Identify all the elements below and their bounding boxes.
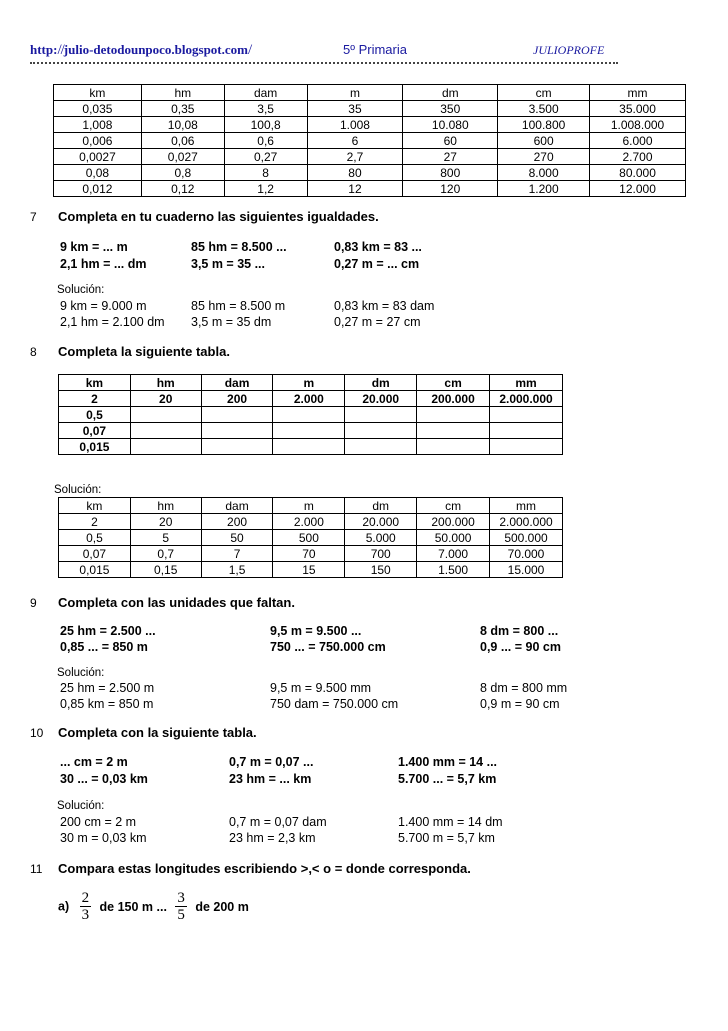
- q7-solution: 0,83 km = 83 dam: [334, 299, 435, 313]
- q10-solution: 30 m = 0,03 km: [60, 831, 147, 845]
- grade-label: 5º Primaria: [343, 42, 407, 57]
- fraction: [80, 890, 92, 923]
- question-title-7: Completa en tu cuaderno las siguientes igualdades.: [58, 209, 379, 224]
- fraction-denominator: 3: [81, 907, 90, 923]
- table-cell: 2,7: [307, 149, 403, 165]
- table-row: [54, 181, 686, 197]
- table-cell: 50.000: [417, 530, 490, 546]
- empty-cell: [345, 439, 417, 455]
- header-cell: hm: [141, 85, 224, 101]
- q10-item: 30 ... = 0,03 km: [60, 772, 148, 786]
- question-number-9: 9: [30, 596, 37, 610]
- table-cell: 7.000: [417, 546, 490, 562]
- table-cell: 20.000: [345, 514, 417, 530]
- table-cell: 10,08: [141, 117, 224, 133]
- question-number-10: 10: [30, 726, 44, 740]
- table-cell: 12.000: [590, 181, 686, 197]
- table-cell: 270: [498, 149, 590, 165]
- url-prefix: http:: [30, 42, 58, 57]
- header-cell: km: [54, 85, 142, 101]
- table-cell: 12: [307, 181, 403, 197]
- q10-item: 0,7 m = 0,07 ...: [229, 755, 314, 769]
- table-cell: 5.000: [345, 530, 417, 546]
- table-row: [59, 514, 563, 530]
- q9-solution: 0,85 km = 850 m: [60, 697, 154, 711]
- solution-label: Solución:: [57, 284, 105, 296]
- empty-cell: [417, 407, 490, 423]
- table-cell: 700: [345, 546, 417, 562]
- header-cell: m: [307, 85, 403, 101]
- table-row: [59, 423, 563, 439]
- table-row: [54, 117, 686, 133]
- q9-solution: 25 hm = 2.500 m: [60, 681, 155, 695]
- table-header-row: [59, 375, 563, 391]
- fraction-denominator: 5: [177, 907, 185, 923]
- q7-solution: 9 km = 9.000 m: [60, 299, 147, 313]
- table-cell: 0,27: [224, 149, 307, 165]
- table-cell: 1.008: [307, 117, 403, 133]
- empty-cell: [201, 423, 273, 439]
- header-cell: mm: [490, 375, 563, 391]
- table-cell: 70.000: [490, 546, 563, 562]
- q10-solution: 1.400 mm = 14 dm: [398, 815, 503, 829]
- url-suffix: /: [248, 42, 252, 58]
- header-cell: km: [59, 375, 131, 391]
- table-cell: 6.000: [590, 133, 686, 149]
- q7-item: 0,27 m = ... cm: [334, 257, 420, 271]
- table-header-row: [59, 498, 563, 514]
- table-cell: 0,012: [54, 181, 142, 197]
- q10-item: 23 hm = ... km: [229, 772, 312, 786]
- table-cell: 0,6: [224, 133, 307, 149]
- table-row: [59, 439, 563, 455]
- header-cell: hm: [130, 375, 201, 391]
- empty-cell: [417, 423, 490, 439]
- table-cell: 27: [403, 149, 498, 165]
- header-cell: dam: [224, 85, 307, 101]
- question-number-7: 7: [30, 210, 37, 224]
- header-cell: cm: [417, 375, 490, 391]
- q10-item: 1.400 mm = 14 ...: [398, 755, 498, 769]
- table-row: [59, 391, 563, 407]
- table-cell: 0,8: [141, 165, 224, 181]
- fraction: [175, 890, 187, 923]
- header-cell: mm: [490, 498, 563, 514]
- table-cell: 600: [498, 133, 590, 149]
- header-cell: dm: [345, 375, 417, 391]
- author-label: JULIOPROFE: [533, 43, 605, 57]
- top-conversion-table: [53, 84, 686, 197]
- empty-cell: [130, 439, 201, 455]
- q11-item-a: [58, 890, 249, 923]
- q9-solution: 750 dam = 750.000 cm: [270, 697, 399, 711]
- q10-item: ... cm = 2 m: [60, 755, 128, 769]
- table-cell: 1,2: [224, 181, 307, 197]
- table-cell: 200: [201, 514, 273, 530]
- table-cell: 150: [345, 562, 417, 578]
- q9-item: 8 dm = 800 ...: [480, 624, 559, 638]
- table-cell: 2: [59, 514, 131, 530]
- table-cell: 350: [403, 101, 498, 117]
- q9-item: 9,5 m = 9.500 ...: [270, 624, 362, 638]
- table-row: [54, 133, 686, 149]
- table-cell: 500: [273, 530, 345, 546]
- item-label: a): [58, 899, 70, 914]
- fraction-numerator: 3: [177, 890, 185, 906]
- header-cell: hm: [130, 498, 201, 514]
- table-cell: 80.000: [590, 165, 686, 181]
- url-domain: julio-detodounpoco.blogspot.com: [63, 42, 248, 57]
- compare-text: de 150 m ...: [99, 899, 167, 914]
- table-cell: 20.000: [345, 391, 417, 407]
- table-cell: 0,06: [141, 133, 224, 149]
- question-number-11: 11: [30, 862, 43, 876]
- table-row: [59, 562, 563, 578]
- table-cell: 100.800: [498, 117, 590, 133]
- q9-item: 0,9 ... = 90 cm: [480, 640, 561, 654]
- q8-exercise-table: [58, 374, 563, 455]
- empty-cell: [273, 439, 345, 455]
- q10-solution: 0,7 m = 0,07 dam: [229, 815, 327, 829]
- empty-cell: [201, 407, 273, 423]
- q9-solution: 9,5 m = 9.500 mm: [270, 681, 372, 695]
- empty-cell: [201, 439, 273, 455]
- table-cell: 120: [403, 181, 498, 197]
- table-cell: 100,8: [224, 117, 307, 133]
- header-cell: m: [273, 375, 345, 391]
- q9-solution: 8 dm = 800 mm: [480, 681, 568, 695]
- header-divider: [30, 62, 618, 64]
- table-cell: 2.000.000: [490, 514, 563, 530]
- table-cell: 0,006: [54, 133, 142, 149]
- table-cell: 35: [307, 101, 403, 117]
- table-cell: 20: [130, 391, 201, 407]
- table-cell: 0,07: [59, 546, 131, 562]
- empty-cell: [345, 423, 417, 439]
- table-cell: 1.500: [417, 562, 490, 578]
- table-cell: 0,35: [141, 101, 224, 117]
- question-title-11: Compara estas longitudes escribiendo >,< o = donde corresponda.: [58, 861, 471, 876]
- header-cell: cm: [498, 85, 590, 101]
- table-cell: 1.008.000: [590, 117, 686, 133]
- q7-solution: 2,1 hm = 2.100 dm: [60, 315, 165, 329]
- q7-item: 85 hm = 8.500 ...: [191, 240, 287, 254]
- q7-item: 0,83 km = 83 ...: [334, 240, 422, 254]
- header-cell: cm: [417, 498, 490, 514]
- question-title-9: Completa con las unidades que faltan.: [58, 595, 295, 610]
- table-cell: 0,5: [59, 407, 131, 423]
- table-row: [54, 165, 686, 181]
- q9-solution: 0,9 m = 90 cm: [480, 697, 560, 711]
- q7-solution: 0,27 m = 27 cm: [334, 315, 421, 329]
- q8-solution-table: [58, 497, 563, 578]
- table-cell: 15: [273, 562, 345, 578]
- header-cell: dam: [201, 375, 273, 391]
- compare-text: de 200 m: [195, 899, 249, 914]
- empty-cell: [273, 407, 345, 423]
- table-cell: 2.700: [590, 149, 686, 165]
- table-cell: 8.000: [498, 165, 590, 181]
- table-cell: 800: [403, 165, 498, 181]
- table-cell: 1.200: [498, 181, 590, 197]
- blog-url[interactable]: [30, 42, 251, 59]
- table-row: [54, 101, 686, 117]
- table-cell: 70: [273, 546, 345, 562]
- table-cell: 0,5: [59, 530, 131, 546]
- table-cell: 0,027: [141, 149, 224, 165]
- table-cell: 0,015: [59, 439, 131, 455]
- empty-cell: [490, 423, 563, 439]
- table-cell: 0,015: [59, 562, 131, 578]
- table-cell: 60: [403, 133, 498, 149]
- table-cell: 0,08: [54, 165, 142, 181]
- empty-cell: [273, 423, 345, 439]
- table-cell: 200.000: [417, 391, 490, 407]
- table-cell: 7: [201, 546, 273, 562]
- table-cell: 5: [130, 530, 201, 546]
- q10-item: 5.700 ... = 5,7 km: [398, 772, 497, 786]
- empty-cell: [345, 407, 417, 423]
- table-header-row: [54, 85, 686, 101]
- table-cell: 3,5: [224, 101, 307, 117]
- table-cell: 0,7: [130, 546, 201, 562]
- table-cell: 200.000: [417, 514, 490, 530]
- table-cell: 20: [130, 514, 201, 530]
- empty-cell: [490, 407, 563, 423]
- q9-item: 25 hm = 2.500 ...: [60, 624, 156, 638]
- empty-cell: [490, 439, 563, 455]
- table-cell: 35.000: [590, 101, 686, 117]
- table-cell: 1,5: [201, 562, 273, 578]
- header-cell: dm: [403, 85, 498, 101]
- solution-label: Solución:: [57, 800, 105, 812]
- header-cell: km: [59, 498, 131, 514]
- table-cell: 8: [224, 165, 307, 181]
- header-cell: dam: [201, 498, 273, 514]
- table-row: [59, 546, 563, 562]
- table-cell: 0,07: [59, 423, 131, 439]
- q7-solution: 85 hm = 8.500 m: [191, 299, 286, 313]
- header-cell: dm: [345, 498, 417, 514]
- table-cell: 0,035: [54, 101, 142, 117]
- table-cell: 200: [201, 391, 273, 407]
- solution-label: Solución:: [57, 667, 105, 679]
- empty-cell: [417, 439, 490, 455]
- q10-solution: 23 hm = 2,3 km: [229, 831, 316, 845]
- url-bars: //: [57, 42, 64, 58]
- table-row: [59, 530, 563, 546]
- table-cell: 3.500: [498, 101, 590, 117]
- header-cell: m: [273, 498, 345, 514]
- q7-item: 9 km = ... m: [60, 240, 128, 254]
- table-cell: 500.000: [490, 530, 563, 546]
- table-row: [59, 407, 563, 423]
- q10-solution: 5.700 m = 5,7 km: [398, 831, 495, 845]
- table-cell: 2.000.000: [490, 391, 563, 407]
- q7-solution: 3,5 m = 35 dm: [191, 315, 272, 329]
- table-cell: 1,008: [54, 117, 142, 133]
- question-title-10: Completa con la siguiente tabla.: [58, 725, 257, 740]
- solution-label: Solución:: [54, 484, 102, 496]
- header-cell: mm: [590, 85, 686, 101]
- q10-solution: 200 cm = 2 m: [60, 815, 137, 829]
- table-cell: 6: [307, 133, 403, 149]
- table-cell: 50: [201, 530, 273, 546]
- table-cell: 2: [59, 391, 131, 407]
- table-cell: 10.080: [403, 117, 498, 133]
- table-cell: 0,15: [130, 562, 201, 578]
- table-cell: 2.000: [273, 391, 345, 407]
- empty-cell: [130, 407, 201, 423]
- table-row: [54, 149, 686, 165]
- q7-item: 3,5 m = 35 ...: [191, 257, 266, 271]
- q7-item: 2,1 hm = ... dm: [60, 257, 147, 271]
- table-cell: 80: [307, 165, 403, 181]
- q9-item: 750 ... = 750.000 cm: [270, 640, 386, 654]
- fraction-numerator: 2: [81, 890, 90, 906]
- table-cell: 0,12: [141, 181, 224, 197]
- question-title-8: Completa la siguiente tabla.: [58, 344, 230, 359]
- empty-cell: [130, 423, 201, 439]
- question-number-8: 8: [30, 345, 37, 359]
- table-cell: 2.000: [273, 514, 345, 530]
- table-cell: 15.000: [490, 562, 563, 578]
- table-cell: 0,0027: [54, 149, 142, 165]
- q9-item: 0,85 ... = 850 m: [60, 640, 148, 654]
